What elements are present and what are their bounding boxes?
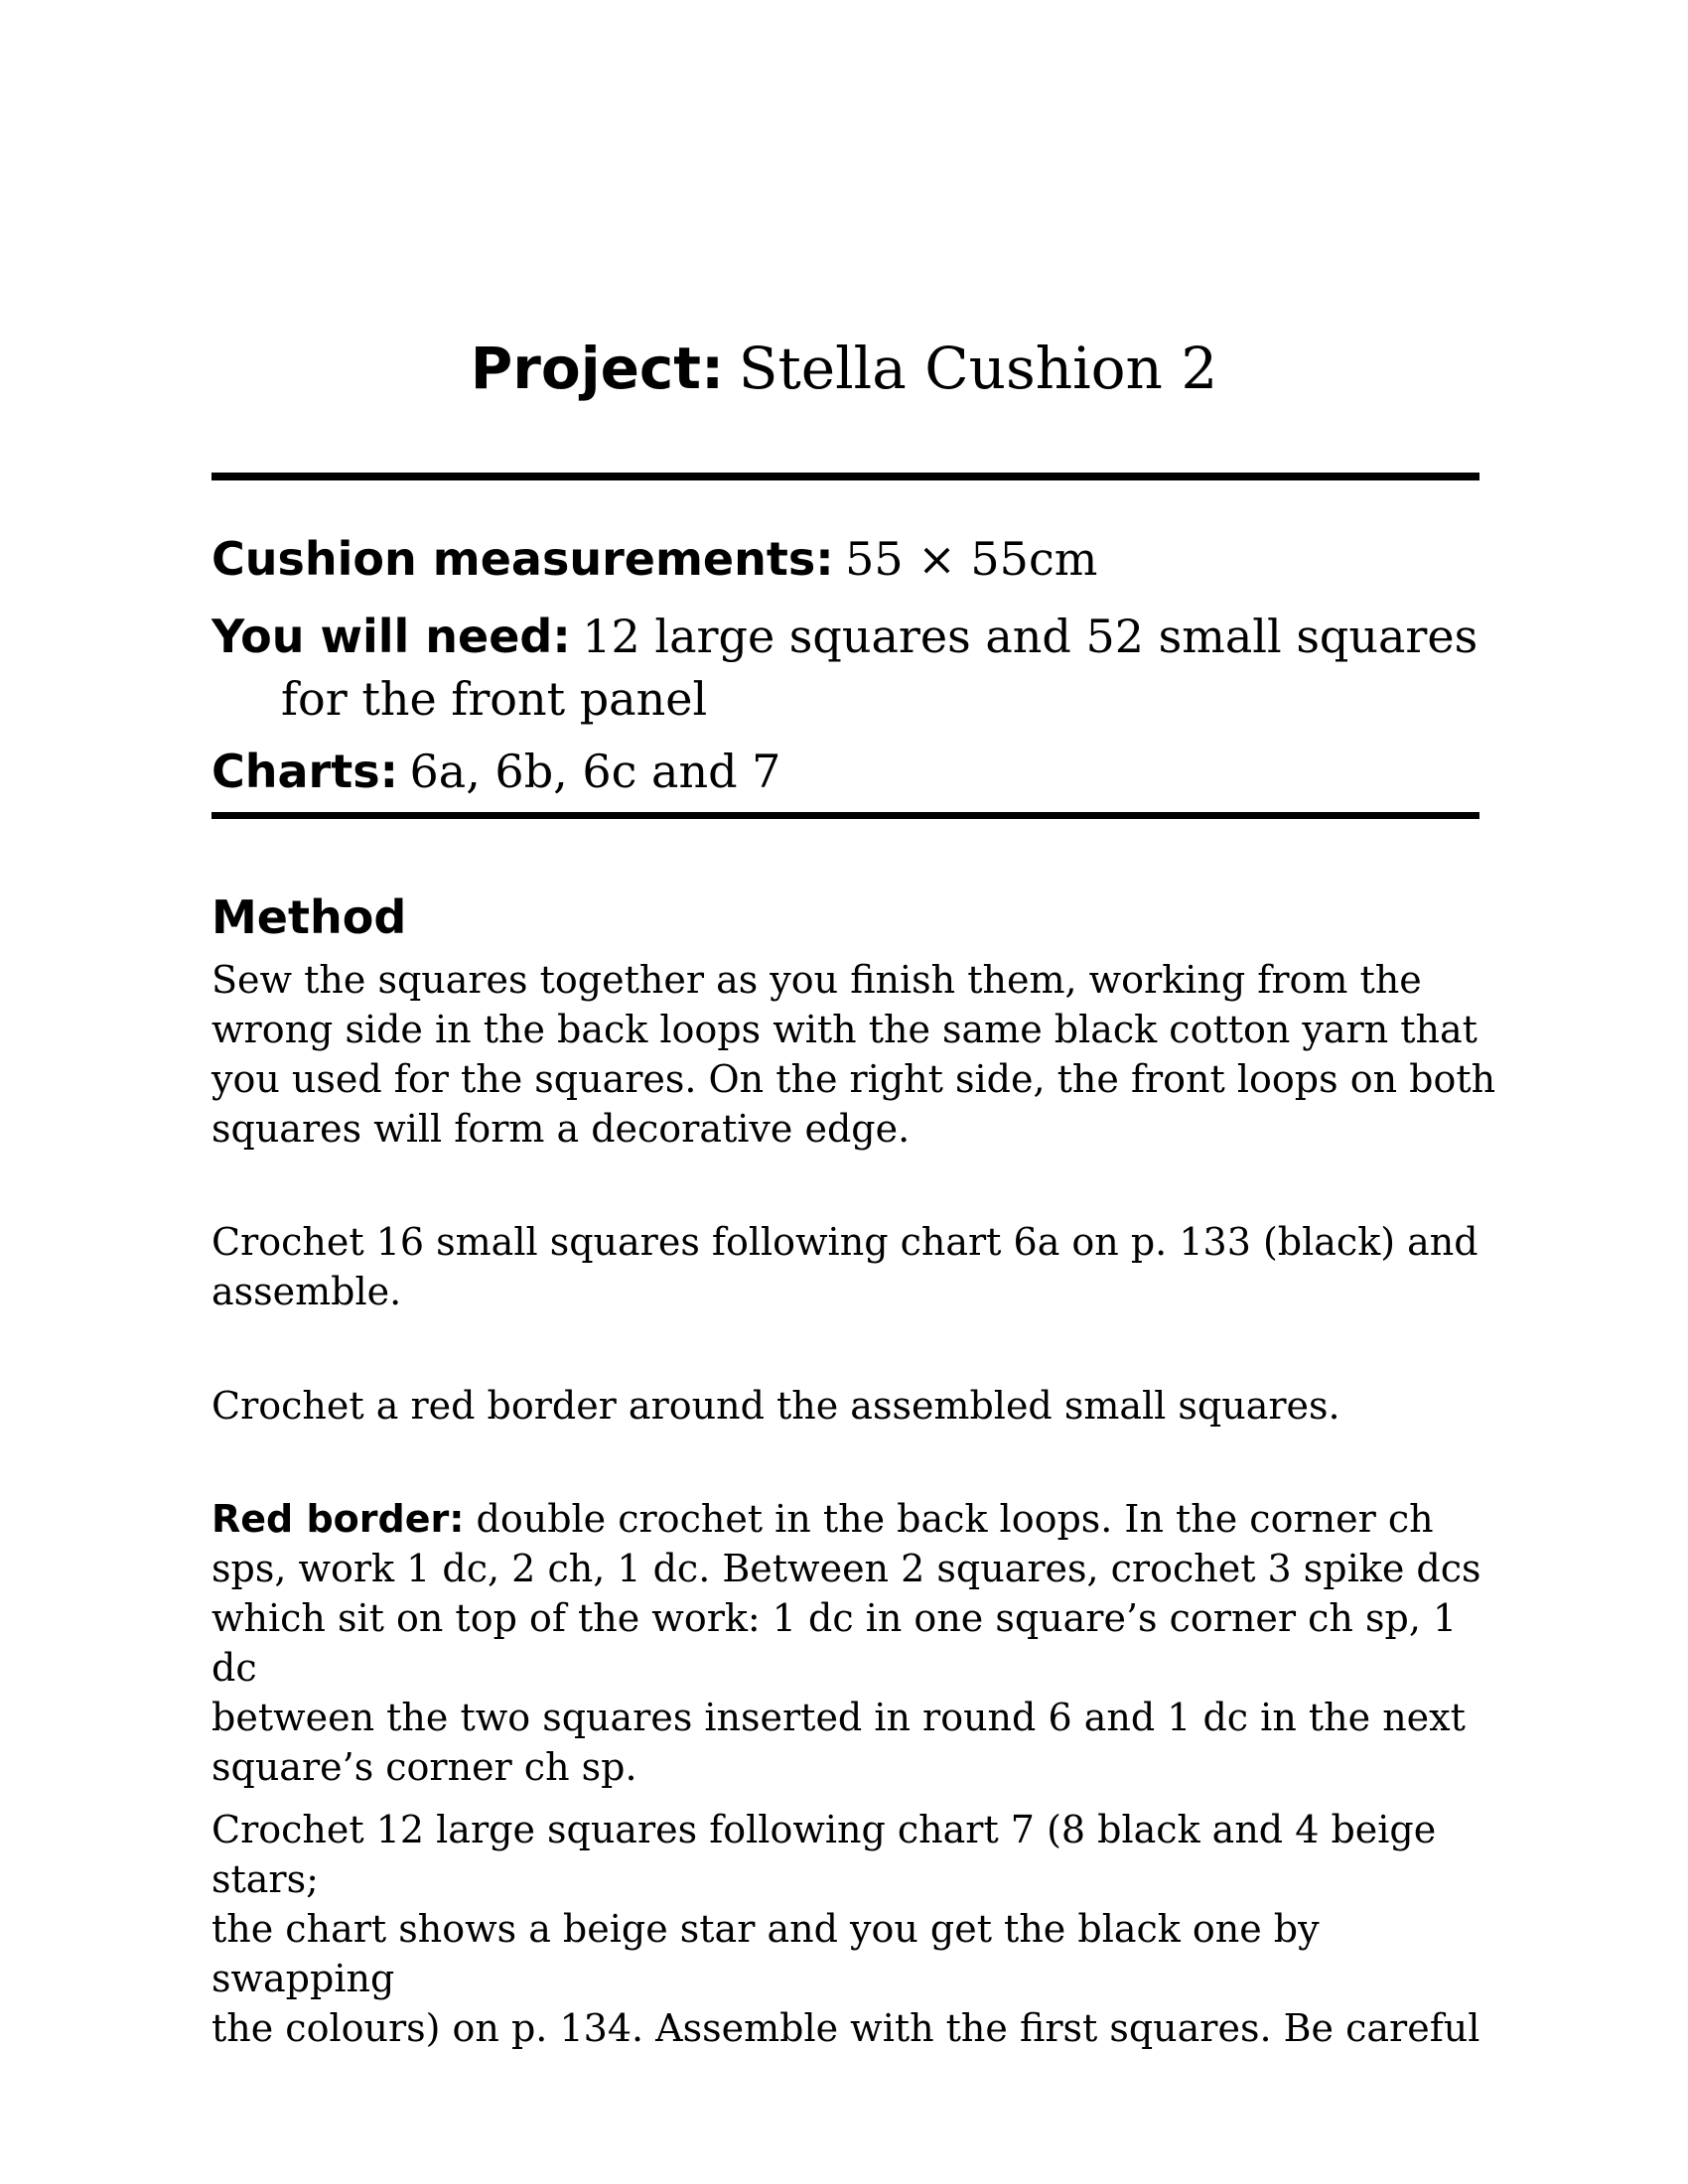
spec-charts-label: Charts: [211,745,398,798]
red-border-text: double crochet in the back loops. In the corner ch sps, work 1 dc, 2 ch, 1 dc. Between 2 squares, crochet 3 spike dcs which sit on top of the work: 1 dc in one square’s corner ch sp, 1 dc between the two squares inserted in round 6 and 1 dc in the next square’s corner ch sp. [211,1497,1481,1789]
method-paragraph-3: Crochet a red border around the assembled small squares. [211,1384,1340,1428]
top-divider [211,473,1479,480]
bottom-divider [211,812,1479,819]
red-border-label: Red border: [211,1497,465,1541]
spec-materials-label: You will need: [211,610,571,663]
spec-materials [211,606,1512,731]
spec-materials-value: 12 large squares and 52 small squares for the front panel [281,610,1478,726]
page-title [0,333,1688,405]
spec-measurements [211,528,1492,591]
spec-charts [211,741,1492,803]
title-label: Project: [470,335,725,402]
title-value: Stella Cushion 2 [738,335,1218,402]
method-paragraph-4 [211,1494,1512,1792]
method-heading: Method [211,890,407,944]
method-paragraph-2: Crochet 16 small squares following chart 6a on p. 133 (black) and assemble. [211,1220,1478,1313]
method-paragraph-1: Sew the squares together as you finish them, working from the wrong side in the back loops with the same black cotton yarn that you used for the squares. On the right side, the front loops on both squares will form a decorative edge. [211,958,1496,1151]
spec-measurements-value: 55 × 55cm [845,532,1098,586]
spec-charts-value: 6a, 6b, 6c and 7 [409,745,781,798]
method-paragraph-5: Crochet 12 large squares following chart 7 (8 black and 4 beige stars; the chart shows a beige star and you get the black one by swapping the colours) on p. 134. Assemble with the first squares. Be careful [211,1808,1480,2050]
spec-measurements-label: Cushion measurements: [211,532,834,586]
